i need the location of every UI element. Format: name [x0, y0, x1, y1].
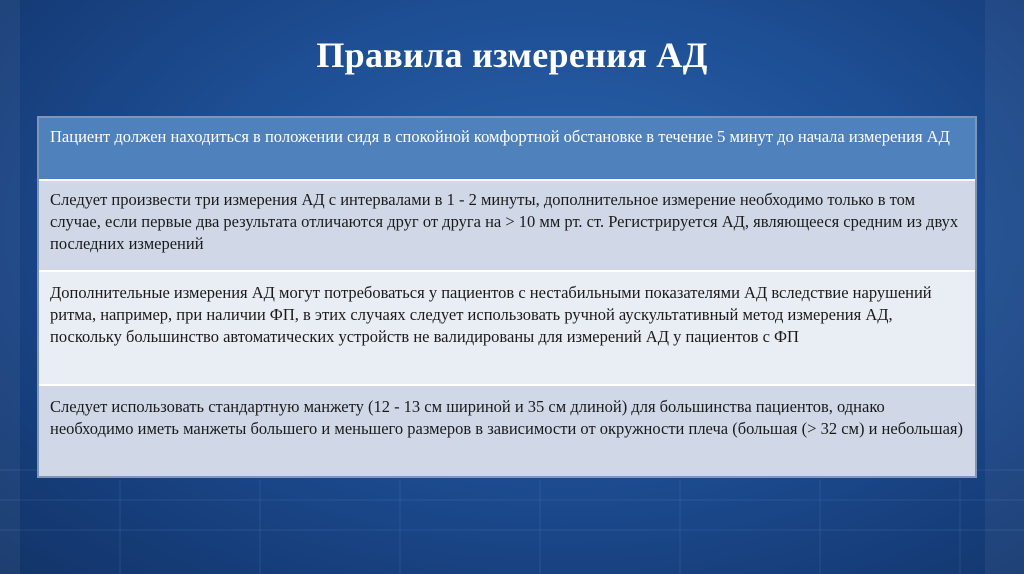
- table-row: Следует использовать стандартную манжету (12 - 13 см шириной и 35 см длиной) для большинства пациентов, однако необходимо иметь манжеты большего и меньшего размеров в зависимости от окружности плеча (большая (> 32 см) и небольшая): [39, 386, 975, 476]
- table-row: Дополнительные измерения АД могут потребоваться у пациентов с нестабильными показателями АД вследствие нарушений ритма, например, при наличии ФП, в этих случаях следует использовать ручной аускультативный метод измерения АД, поскольку большинство автоматических устройств не валидированы для измерений АД у пациентов с ФП: [39, 272, 975, 386]
- table-row: Пациент должен находиться в положении сидя в спокойной комфортной обстановке в течение 5 минут до начала измерения АД: [39, 118, 975, 181]
- table-row: Следует произвести три измерения АД с интервалами в 1 - 2 минуты, дополнительное измерение необходимо только в том случае, если первые два результата отличаются друг от друга на > 10 мм рт. ст. Регистрируется АД, являющееся средним из двух последних измерений: [39, 181, 975, 272]
- slide-title: Правила измерения АД: [316, 35, 708, 75]
- rules-table: [37, 116, 977, 478]
